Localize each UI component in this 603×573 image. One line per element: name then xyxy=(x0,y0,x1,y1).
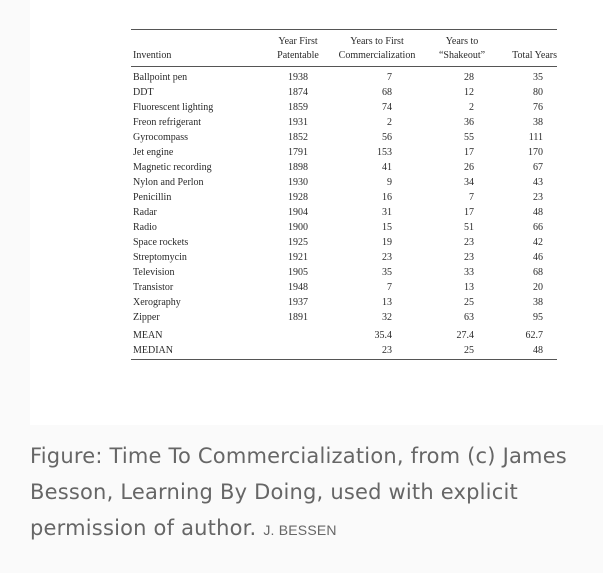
cell-years-to-commercialization: 19 xyxy=(382,237,392,248)
table-summary xyxy=(131,325,557,360)
table-row xyxy=(131,235,557,250)
table-row xyxy=(131,250,557,265)
cell-year-first-patentable: 1925 xyxy=(288,237,308,248)
cell-invention: Transistor xyxy=(133,282,174,293)
summary-years-to-shakeout: 25 xyxy=(427,343,497,360)
cell-years-to-commercialization: 41 xyxy=(382,162,392,173)
cell-year-first-patentable: 1874 xyxy=(288,87,308,98)
header-years-to-shakeout xyxy=(427,30,497,67)
cell-years-to-commercialization: 31 xyxy=(382,207,392,218)
table-row xyxy=(131,280,557,295)
cell-total-years: 38 xyxy=(533,117,543,128)
cell-year-first-patentable: 1931 xyxy=(288,117,308,128)
cell-total-years: 20 xyxy=(533,282,543,293)
summary-years-to-shakeout: 27.4 xyxy=(456,330,474,341)
cell-years-to-commercialization: 32 xyxy=(382,312,392,323)
cell-years-to-shakeout: 25 xyxy=(464,297,474,308)
cell-years-to-shakeout: 34 xyxy=(464,177,474,188)
cell-invention: Zipper xyxy=(133,312,160,323)
cell-year-first-patentable: 1891 xyxy=(288,312,308,323)
cell-year-first-patentable: 1852 xyxy=(288,132,308,143)
cell-years-to-commercialization: 15 xyxy=(382,222,392,233)
header-line: Year First xyxy=(278,36,318,47)
table-row xyxy=(131,220,557,235)
summary-label: MEDIAN xyxy=(131,343,269,360)
cell-years-to-shakeout: 26 xyxy=(464,162,474,173)
table-row xyxy=(131,130,557,145)
cell-invention: Fluorescent lighting xyxy=(133,102,214,113)
cell-years-to-commercialization: 68 xyxy=(382,87,392,98)
caption-text: Figure: Time To Commercialization, from (c) James Besson, Learning By Doing, used with explicit permission of author. xyxy=(30,444,567,540)
table-row xyxy=(131,310,557,325)
cell-year-first-patentable: 1928 xyxy=(288,192,308,203)
header-line: Commercialization xyxy=(338,50,416,61)
table-row xyxy=(131,265,557,280)
cell-invention: Radar xyxy=(133,207,157,218)
cell-years-to-commercialization: 16 xyxy=(382,192,392,203)
header-line: “Shakeout” xyxy=(438,50,486,61)
cell-years-to-shakeout: 17 xyxy=(464,147,474,158)
cell-year-first-patentable: 1900 xyxy=(288,222,308,233)
cell-invention: Streptomycin xyxy=(133,252,187,263)
summary-empty xyxy=(269,325,327,343)
table-row xyxy=(131,85,557,100)
cell-invention: Ballpoint pen xyxy=(133,72,188,83)
commercialization-table xyxy=(131,29,557,360)
cell-years-to-shakeout: 13 xyxy=(464,282,474,293)
cell-total-years: 76 xyxy=(533,102,543,113)
cell-years-to-shakeout: 51 xyxy=(464,222,474,233)
cell-year-first-patentable: 1921 xyxy=(288,252,308,263)
summary-years-to-commercialization: 23 xyxy=(327,343,427,360)
cell-years-to-commercialization: 56 xyxy=(382,132,392,143)
cell-years-to-commercialization: 7 xyxy=(387,282,392,293)
header-line: Patentable xyxy=(277,50,319,61)
cell-invention: Jet engine xyxy=(133,147,174,158)
cell-year-first-patentable: 1905 xyxy=(288,267,308,278)
summary-total-years: 62.7 xyxy=(525,330,543,341)
cell-years-to-commercialization: 2 xyxy=(387,117,392,128)
cell-years-to-commercialization: 9 xyxy=(387,177,392,188)
cell-years-to-shakeout: 2 xyxy=(469,102,474,113)
cell-years-to-shakeout: 36 xyxy=(464,117,474,128)
table-row xyxy=(131,295,557,310)
cell-invention: Freon refrigerant xyxy=(133,117,202,128)
cell-year-first-patentable: 1938 xyxy=(288,72,308,83)
caption-credit: J. BESSEN xyxy=(263,522,337,538)
header-year-first-patentable xyxy=(269,30,327,67)
cell-years-to-shakeout: 7 xyxy=(469,192,474,203)
cell-invention: Radio xyxy=(133,222,157,233)
table-row xyxy=(131,160,557,175)
header-years-to-commercialization xyxy=(327,30,427,67)
cell-year-first-patentable: 1898 xyxy=(288,162,308,173)
summary-row xyxy=(131,325,557,343)
cell-total-years: 80 xyxy=(533,87,543,98)
cell-years-to-commercialization: 35 xyxy=(382,267,392,278)
header-line: Years to First xyxy=(350,36,404,47)
cell-years-to-shakeout: 63 xyxy=(464,312,474,323)
cell-year-first-patentable: 1937 xyxy=(288,297,308,308)
cell-total-years: 68 xyxy=(533,267,543,278)
cell-years-to-shakeout: 28 xyxy=(464,72,474,83)
cell-total-years: 170 xyxy=(528,147,543,158)
cell-invention: Television xyxy=(133,267,175,278)
summary-label: MEAN xyxy=(133,330,163,341)
cell-invention: Space rockets xyxy=(133,237,189,248)
cell-years-to-commercialization: 13 xyxy=(382,297,392,308)
cell-total-years: 35 xyxy=(533,72,543,83)
table-row xyxy=(131,190,557,205)
cell-years-to-shakeout: 17 xyxy=(464,207,474,218)
cell-invention: Magnetic recording xyxy=(133,162,212,173)
cell-total-years: 67 xyxy=(533,162,543,173)
table-row xyxy=(131,67,557,86)
cell-years-to-shakeout: 23 xyxy=(464,252,474,263)
cell-year-first-patentable: 1791 xyxy=(288,147,308,158)
cell-total-years: 95 xyxy=(533,312,543,323)
cell-invention: DDT xyxy=(133,87,154,98)
table-row xyxy=(131,175,557,190)
summary-row xyxy=(131,343,557,360)
cell-total-years: 46 xyxy=(533,252,543,263)
cell-years-to-shakeout: 23 xyxy=(464,237,474,248)
cell-total-years: 111 xyxy=(528,132,543,143)
table-row xyxy=(131,205,557,220)
cell-year-first-patentable: 1948 xyxy=(288,282,308,293)
cell-total-years: 42 xyxy=(533,237,543,248)
cell-years-to-shakeout: 55 xyxy=(464,132,474,143)
cell-year-first-patentable: 1930 xyxy=(288,177,308,188)
cell-invention: Xerography xyxy=(133,297,181,308)
table-row xyxy=(131,115,557,130)
table-header-row xyxy=(131,30,557,67)
summary-total-years: 48 xyxy=(497,343,557,360)
cell-year-first-patentable: 1859 xyxy=(288,102,308,113)
cell-invention: Gyrocompass xyxy=(133,132,188,143)
header-invention: Invention xyxy=(131,30,269,67)
cell-total-years: 38 xyxy=(533,297,543,308)
cell-invention: Nylon and Perlon xyxy=(133,177,204,188)
cell-total-years: 48 xyxy=(533,207,543,218)
summary-years-to-commercialization: 35.4 xyxy=(374,330,392,341)
table-body xyxy=(131,67,557,326)
figure-image xyxy=(30,0,603,425)
figure-caption xyxy=(30,438,595,548)
header-line: Years to xyxy=(445,36,479,47)
summary-empty xyxy=(269,343,327,360)
cell-year-first-patentable: 1904 xyxy=(288,207,308,218)
cell-total-years: 23 xyxy=(533,192,543,203)
cell-total-years: 43 xyxy=(533,177,543,188)
cell-years-to-commercialization: 74 xyxy=(382,102,392,113)
cell-total-years: 66 xyxy=(533,222,543,233)
cell-years-to-commercialization: 23 xyxy=(382,252,392,263)
cell-years-to-commercialization: 153 xyxy=(377,147,392,158)
table-row xyxy=(131,100,557,115)
cell-invention: Penicillin xyxy=(133,192,172,203)
header-total-years: Total Years xyxy=(497,30,557,67)
table-row xyxy=(131,145,557,160)
cell-years-to-shakeout: 12 xyxy=(464,87,474,98)
cell-years-to-commercialization: 7 xyxy=(387,72,392,83)
cell-years-to-shakeout: 33 xyxy=(464,267,474,278)
